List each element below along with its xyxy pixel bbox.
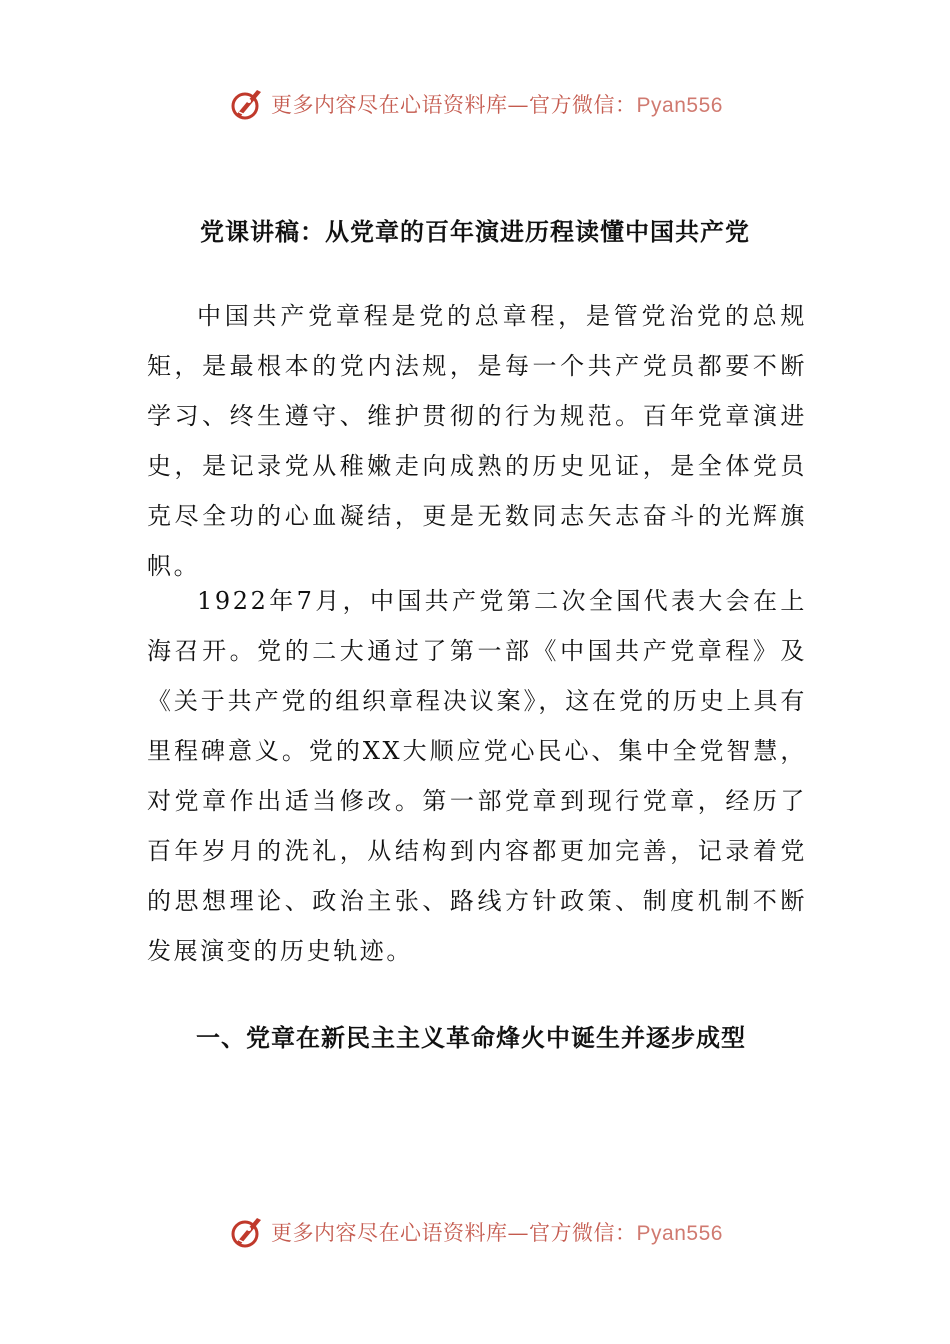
footer-banner-text <box>271 1217 723 1247</box>
quill-pen-logo-icon <box>227 84 267 124</box>
quill-pen-logo-icon <box>227 1212 267 1252</box>
paragraph-2: 1922年7月，中国共产党第二次全国代表大会在上海召开。党的二大通过了第一部《中国共产党章程》及《关于共产党的组织章程决议案》，这在党的历史上具有里程碑意义。党的XX大顺应党心民心、集中全党智慧，对党章作出适当修改。第一部党章到现行党章，经历了百年岁月的洗礼，从结构到内容都更加完善，记录着党的思想理论、政治主张、路线方针政策、制度机制不断发展演变的历史轨迹。 <box>147 587 807 965</box>
header-banner-text <box>271 89 723 119</box>
header-banner-label: 更多内容尽在心语资料库—官方微信： <box>271 93 637 117</box>
footer-banner-label: 更多内容尽在心语资料库—官方微信： <box>271 1221 637 1245</box>
footer-wechat-id: Pyan556 <box>636 1222 723 1245</box>
section-heading: 一、党章在新民主主义革命烽火中诞生并逐步成型 <box>196 1023 746 1052</box>
header-wechat-id: Pyan556 <box>636 94 723 117</box>
header-banner <box>0 80 950 128</box>
document-title: 党课讲稿：从党章的百年演进历程读懂中国共产党 <box>200 217 750 246</box>
paragraph-1: 中国共产党章程是党的总章程，是管党治党的总规矩，是最根本的党内法规，是每一个共产党员都要不断学习、终生遵守、维护贯彻的行为规范。百年党章演进史，是记录党从稚嫩走向成熟的历史见证，是全体党员克尽全功的心血凝结，更是无数同志矢志奋斗的光辉旗帜。 <box>147 302 807 580</box>
footer-banner <box>0 1208 950 1256</box>
